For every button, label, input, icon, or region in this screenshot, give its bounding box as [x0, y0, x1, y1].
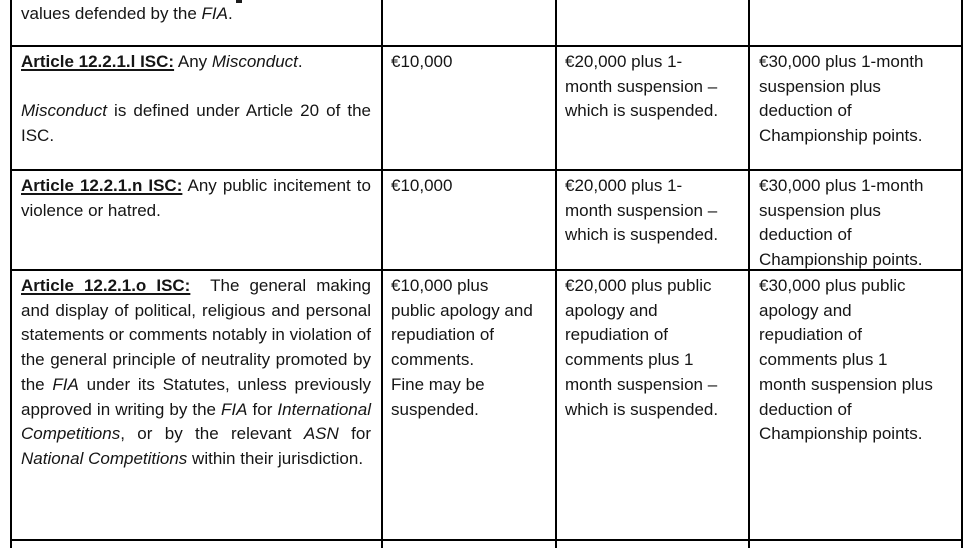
penalty-1st-offence-cell	[383, 0, 557, 45]
offence-cell-misconduct: Article 12.2.1.l ISC: Any Misconduct. Misconduct is defined under Article 20 of the ISC.	[12, 47, 383, 169]
penalty-1st-offence-cell: €10,000 plus public apology and repudiation of comments. Fine may be suspended.	[383, 271, 557, 539]
offence-cell-incitement: Article 12.2.1.n ISC: Any public incitement to violence or hatred.	[12, 171, 383, 269]
offence-cell-partial	[12, 541, 383, 548]
penalty-2nd-offence-cell: €20,000 plus 1- month suspension – which is suspended.	[557, 171, 750, 269]
table-row-article-12-2-1-n	[12, 171, 961, 271]
table-row-article-12-2-1-l	[12, 47, 961, 171]
penalty-1st-offence-cell: €10,000	[383, 171, 557, 269]
penalty-3rd-offence-cell: €30,000 plus public apology and repudiation of comments plus 1 month suspension plus deduction of Championship points.	[759, 276, 933, 444]
penalty-2nd-offence-cell: €20,000 plus public apology and repudiation of comments plus 1 month suspension – which is suspended.	[557, 271, 750, 539]
table-row-values-defended	[12, 0, 961, 47]
penalty-1st-offence-cell	[383, 541, 557, 548]
penalty-2nd-offence-cell	[557, 541, 750, 548]
penalty-2nd-offence-cell	[557, 0, 750, 45]
penalty-2nd-offence-cell: €20,000 plus 1- month suspension – which is suspended.	[557, 47, 750, 169]
penalty-1st-offence-cell: €10,000	[383, 47, 557, 169]
table-row-article-12-2-1-o	[12, 271, 961, 541]
offence-cell-partial: values defended by the FIA.	[12, 0, 383, 45]
penalty-3rd-offence-cell	[750, 541, 961, 548]
penalty-table	[10, 0, 963, 548]
penalty-3rd-offence-cell: €30,000 plus 1-month suspension plus deduction of Championship points.	[759, 52, 924, 146]
penalty-3rd-offence-cell	[750, 0, 961, 45]
table-row-partial-bottom	[12, 541, 961, 548]
penalty-3rd-offence-cell: €30,000 plus 1-month suspension plus deduction of Championship points.	[759, 176, 924, 269]
offence-cell-statements: Article 12.2.1.o ISC: The general making and display of political, religious and personal statements or comments notably in violation of the general principle of neutrality promoted by the FIA under its Statutes, unless previously approved in writing by the FIA for International Competitions, or by the relevant ASN for National Competitions within their jurisdiction.	[12, 271, 383, 539]
